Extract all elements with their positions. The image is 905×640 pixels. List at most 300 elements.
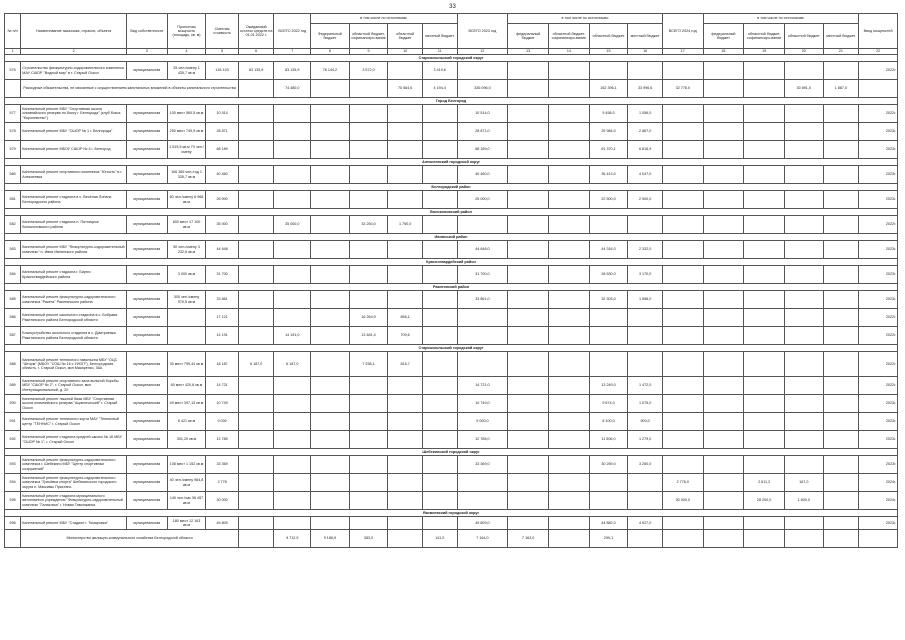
table-cell: 36 413,0 [589,166,628,184]
table-cell [703,327,744,345]
table-cell [823,395,859,413]
table-cell [549,309,590,327]
table-cell: 14 191 [206,327,239,345]
group-cell: 7 164,0 [457,530,508,548]
table-cell [238,123,274,141]
table-cell [823,291,859,309]
table-cell [422,413,457,431]
table-cell: 30 259,0 [589,456,628,474]
table-cell [549,395,590,413]
table-cell [744,191,785,209]
header-total-2023: ВСЕГО 2023 год [457,14,508,49]
table-cell: 1 750,0 [388,216,423,234]
column-number: 8 [311,49,350,55]
table-cell: 76 144,2 [311,62,350,80]
table-cell [508,395,549,413]
table-cell [784,291,823,309]
group-spacer [5,80,21,98]
table-cell: 28 530,0 [589,266,628,284]
object-name: Капитальный ремонт стадиона в с. Весёлая Лопань Белгородского района [21,191,127,209]
header-regional-co-2023: областной бюджет, софинансиро-вание [549,24,590,49]
group-cell [784,530,823,548]
table-cell [703,492,744,510]
table-cell: муниципальная [127,327,168,345]
row-number: 580 [5,166,21,184]
table-cell [744,62,785,80]
table-cell [628,216,663,234]
table-cell [508,327,549,345]
table-cell: 2023г. [859,291,898,309]
table-cell [349,517,388,530]
table-cell [238,241,274,259]
table-cell [311,266,350,284]
table-cell: муниципальная [127,105,168,123]
table-cell [823,241,859,259]
group-cell [703,80,744,98]
table-cell: 3 572,0 [349,62,388,80]
table-cell [744,105,785,123]
table-cell [422,291,457,309]
table-cell: 9 000 [206,413,239,431]
table-cell [274,377,311,395]
object-name: Капитальный ремонт физкультурно-оздоровительного комплекса "Грачёвка спорта" Шебекинского городского округа п. Максимы Пристань [21,474,127,492]
table-cell [549,123,590,141]
table-cell [744,141,785,159]
section-title: Шебекинский городской округ [5,449,898,456]
table-cell [549,456,590,474]
row-number: 594 [5,474,21,492]
table-cell [744,327,785,345]
table-cell: 44 648,0 [457,241,508,259]
table-cell [349,141,388,159]
table-cell [823,492,859,510]
table-cell [744,241,785,259]
table-cell [823,62,859,80]
table-cell [238,395,274,413]
table-cell [589,309,628,327]
table-cell [238,216,274,234]
table-cell: 1 075,0 [628,395,663,413]
table-cell: 100 мест 560,5 кв.м [167,105,206,123]
table-cell [784,413,823,431]
table-cell [662,456,703,474]
table-cell [823,431,859,449]
table-cell: 44 882,0 [589,517,628,530]
table-cell [508,241,549,259]
table-cell: 1 515,9 кв.м 70 чел./смену [167,141,206,159]
table-cell [508,291,549,309]
table-cell [703,62,744,80]
table-cell [662,191,703,209]
table-cell [311,517,350,530]
group-cell [859,530,898,548]
table-cell [589,492,628,510]
table-cell: 49 809 [206,517,239,530]
table-cell [274,291,311,309]
table-cell [703,474,744,492]
table-cell [388,191,423,209]
table-row [5,266,898,284]
row-number: 587 [5,327,21,345]
table-cell [238,191,274,209]
group-cell: 4 194,4 [422,80,457,98]
group-cell: 1 887,0 [823,80,859,98]
table-cell [744,123,785,141]
table-cell [422,456,457,474]
table-cell [311,216,350,234]
section-row [5,510,898,517]
table-cell: 2023г. [859,413,898,431]
table-cell [274,492,311,510]
table-cell [549,352,590,377]
table-cell: 2022г. [859,105,898,123]
column-number: 15 [589,49,628,55]
object-name: Капитальный ремонт стадиона п. Пятницкое Волоконовского района [21,216,127,234]
table-cell: 9 674,0 [589,395,628,413]
section-title: Красногвардейский район [5,259,898,266]
table-cell: 167,0 [784,474,823,492]
table-cell [703,141,744,159]
table-cell [662,216,703,234]
table-cell [662,166,703,184]
table-cell [508,352,549,377]
table-cell: 60 чел./смену 6 968 кв.м [167,191,206,209]
table-cell: 33 861,0 [457,291,508,309]
object-name: Капитальный ремонт спортивного комплекса "Юность" в г. Алексеевка [21,166,127,184]
column-number: 11 [422,49,457,55]
table-cell [388,431,423,449]
row-number: 583 [5,241,21,259]
object-name: Капитальный ремонт теннисного корта МАУ "Теннисный центр "ТЕННИС" г. Старый Оскол [21,413,127,431]
table-cell [662,291,703,309]
table-cell [703,216,744,234]
table-cell [238,413,274,431]
table-cell [311,456,350,474]
table-cell [311,191,350,209]
column-number: 22 [859,49,898,55]
table-body [5,49,898,548]
table-cell [823,309,859,327]
table-cell [549,431,590,449]
table-cell [311,291,350,309]
table-cell [784,141,823,159]
table-cell: 14 721,0 [457,377,508,395]
column-number: 20 [784,49,823,55]
table-cell [823,141,859,159]
table-cell: 10 749 [206,395,239,413]
table-cell [274,456,311,474]
table-row [5,241,898,259]
table-cell [422,241,457,259]
table-cell: 31 700 [206,266,239,284]
table-cell [549,291,590,309]
table-cell [744,395,785,413]
table-cell: муниципальная [127,431,168,449]
table-cell [388,413,423,431]
table-cell [784,241,823,259]
table-cell: 250 мест 749,9 кв.м [167,123,206,141]
header-regional-2024: областной бюджет [784,24,823,49]
table-cell [662,327,703,345]
table-row [5,166,898,184]
table-cell [784,166,823,184]
table-row [5,105,898,123]
group-cell: 141,0 [422,530,457,548]
table-cell: 14 721 [206,377,239,395]
section-title: Алексеевский городской округ [5,159,898,166]
table-cell [744,216,785,234]
table-row [5,309,898,327]
column-number: 13 [508,49,549,55]
group-cell [628,530,663,548]
table-cell: 33 369 [206,456,239,474]
object-name: Капитальный ремонт МБУ "Спортивная школа олимпийского резерва по боксу г. Белгорода" (клуб бокса "Королевство") [21,105,127,123]
object-name: Капитальный ремонт лыжной базы МБУ "Спортивная школа олимпийского резерва "Ациклический" г. Старый Оскол [21,395,127,413]
object-name: Капитальный ремонт спортивного зала вольной борьбы МБУ "СШОР № 2", г. Старый Оскол, мкн Интернациональный, д. 20 [21,377,127,395]
section-title: Волоконовский район [5,209,898,216]
table-cell [662,141,703,159]
table-cell [422,309,457,327]
table-cell: муниципальная [127,456,168,474]
table-cell [457,216,508,234]
table-row [5,191,898,209]
table-cell: 40 460,0 [457,166,508,184]
object-name: Капитальный ремонт стадиона муниципального автономного учреждения "Физкультурно-оздоровительный комплекс "Галактика" г. Новая Таволжанка [21,492,127,510]
table-cell [311,474,350,492]
table-cell [311,492,350,510]
table-cell [238,327,274,345]
table-cell: 2022г. [859,309,898,327]
section-row [5,284,898,291]
table-cell: 3 260,0 [628,456,663,474]
section-title: Белгородский район [5,184,898,191]
table-cell [589,216,628,234]
table-cell [349,266,388,284]
section-row [5,345,898,352]
object-name: Капитальный ремонт школьного стадиона в с. Бобрава Ракитянского района Белгородской области [21,309,127,327]
table-cell: 31 700,0 [457,266,508,284]
table-cell: 2023г. [859,141,898,159]
table-cell [388,474,423,492]
table-cell: 140 чел./час 36 457 кв.м [167,492,206,510]
table-cell [388,456,423,474]
table-cell [508,216,549,234]
table-cell [823,377,859,395]
table-cell [823,456,859,474]
table-cell: 40 чел./смену 984,8 кв.м [167,474,206,492]
table-cell [628,62,663,80]
table-cell: 68 189,0 [457,141,508,159]
header-local-2023: местный бюджет [628,24,663,49]
table-cell: 61 370,1 [589,141,628,159]
table-cell [703,456,744,474]
section-title: Старооскольский городской округ [5,345,898,352]
table-cell [508,266,549,284]
table-cell: 50 чел./смену 3 232,6 кв.м [167,241,206,259]
header-remaining: Ожидаемый остаток средств на 01.01.2022 г. [238,14,274,49]
table-cell: муниципальная [127,492,168,510]
table-cell [274,105,311,123]
table-cell: 2023г. [859,166,898,184]
table-cell: муниципальная [127,166,168,184]
table-cell [508,517,549,530]
table-cell [744,266,785,284]
table-cell [238,492,274,510]
column-number: 7 [274,49,311,55]
table-cell: муниципальная [127,123,168,141]
table-cell [457,474,508,492]
table-cell [238,105,274,123]
table-cell [662,62,703,80]
table-cell: 49 809,0 [457,517,508,530]
object-name: Капитальный ремонт стадиона средней школы № 16 МБУ "СШОР № 1", г. Старый Оскол [21,431,127,449]
table-cell: 40 460 [206,166,239,184]
table-cell: 68 189 [206,141,239,159]
table-cell [823,123,859,141]
table-cell: 2 778,0 [662,474,703,492]
table-cell [549,517,590,530]
table-cell [549,266,590,284]
row-number: 582 [5,216,21,234]
table-cell [744,456,785,474]
column-number: 10 [388,49,423,55]
table-cell [823,216,859,234]
page-number: 33 [449,4,456,10]
table-cell [167,327,206,345]
table-cell: 301,20 кв.м [167,431,206,449]
table-cell [784,517,823,530]
section-row [5,98,898,105]
column-number: 6 [238,49,274,55]
table-cell [388,266,423,284]
table-cell [388,123,423,141]
table-cell [238,517,274,530]
column-number: 9 [349,49,388,55]
table-cell [311,327,350,345]
table-cell [422,141,457,159]
table-cell: 17 121 [206,309,239,327]
table-row [5,141,898,159]
group-total-row [5,530,898,548]
table-row [5,216,898,234]
table-cell [422,474,457,492]
table-cell [784,62,823,80]
table-cell [508,492,549,510]
table-cell [662,377,703,395]
object-name: Капитальный ремонт МБУ "СШОР № 1 г. Белгорода" [21,123,127,141]
table-cell: 2022г. [859,377,898,395]
table-row [5,431,898,449]
table-cell [589,474,628,492]
table-cell: 3 419,6 [422,62,457,80]
table-cell: 2022г. [859,327,898,345]
table-cell [703,123,744,141]
table-cell: 10 514 [206,105,239,123]
row-number: 578 [5,123,21,141]
table-cell: 16 264,9 [349,309,388,327]
table-cell: 2023г. [859,395,898,413]
table-cell [311,431,350,449]
group-cell [662,530,703,548]
table-cell [784,123,823,141]
table-cell [549,62,590,80]
column-number: 3 [127,49,168,55]
table-cell [349,191,388,209]
table-cell [744,291,785,309]
table-cell [784,216,823,234]
table-cell [823,352,859,377]
group-cell [238,530,274,548]
object-name: Строительство физкультурно-оздоровительного комплекса МАУ СШОР "Водный мир" в г. Старый Оскол [21,62,127,80]
table-row [5,291,898,309]
header-sources-2022: в том числе по источникам: [311,14,457,24]
group-cell [311,80,350,98]
table-cell [549,413,590,431]
section-title: Ивнянский район [5,234,898,241]
table-cell [422,431,457,449]
table-cell [784,431,823,449]
table-cell [457,492,508,510]
table-cell: 2 778 [206,474,239,492]
group-cell: 336 096,0 [457,80,508,98]
table-cell [349,241,388,259]
table-cell [274,141,311,159]
table-cell: 25 чел./смену 1 435,7 кв.м [167,62,206,80]
table-cell: 13 249,0 [589,377,628,395]
row-number: 596 [5,517,21,530]
table-cell: 2023г. [859,191,898,209]
table-cell: 6 187,0 [238,352,274,377]
group-cell: 299,1 [589,530,628,548]
table-cell [823,266,859,284]
table-cell: муниципальная [127,191,168,209]
table-cell: 11 506,0 [589,431,628,449]
table-cell [238,456,274,474]
table-row [5,352,898,377]
table-cell [388,62,423,80]
table-cell [703,395,744,413]
table-cell: 13 481,4 [349,327,388,345]
row-number: 586 [5,309,21,327]
table-cell [549,191,590,209]
row-number: 577 [5,105,21,123]
table-cell [388,517,423,530]
table-cell [508,123,549,141]
table-cell [784,105,823,123]
table-cell [422,352,457,377]
table-cell [662,413,703,431]
table-cell [549,492,590,510]
table-cell [703,166,744,184]
table-cell [238,377,274,395]
header-federal-2022: Федеральный бюджет [311,24,350,49]
group-cell [823,530,859,548]
table-cell [662,395,703,413]
table-cell [457,352,508,377]
table-cell [274,241,311,259]
table-cell [703,352,744,377]
group-cell [349,80,388,98]
table-cell [744,309,785,327]
table-cell [388,241,423,259]
table-cell [311,377,350,395]
table-cell [388,141,423,159]
table-cell: 30 мест 799,44 кв.м [167,352,206,377]
table-cell [457,327,508,345]
table-cell [589,352,628,377]
group-cell [508,80,549,98]
table-cell [311,141,350,159]
